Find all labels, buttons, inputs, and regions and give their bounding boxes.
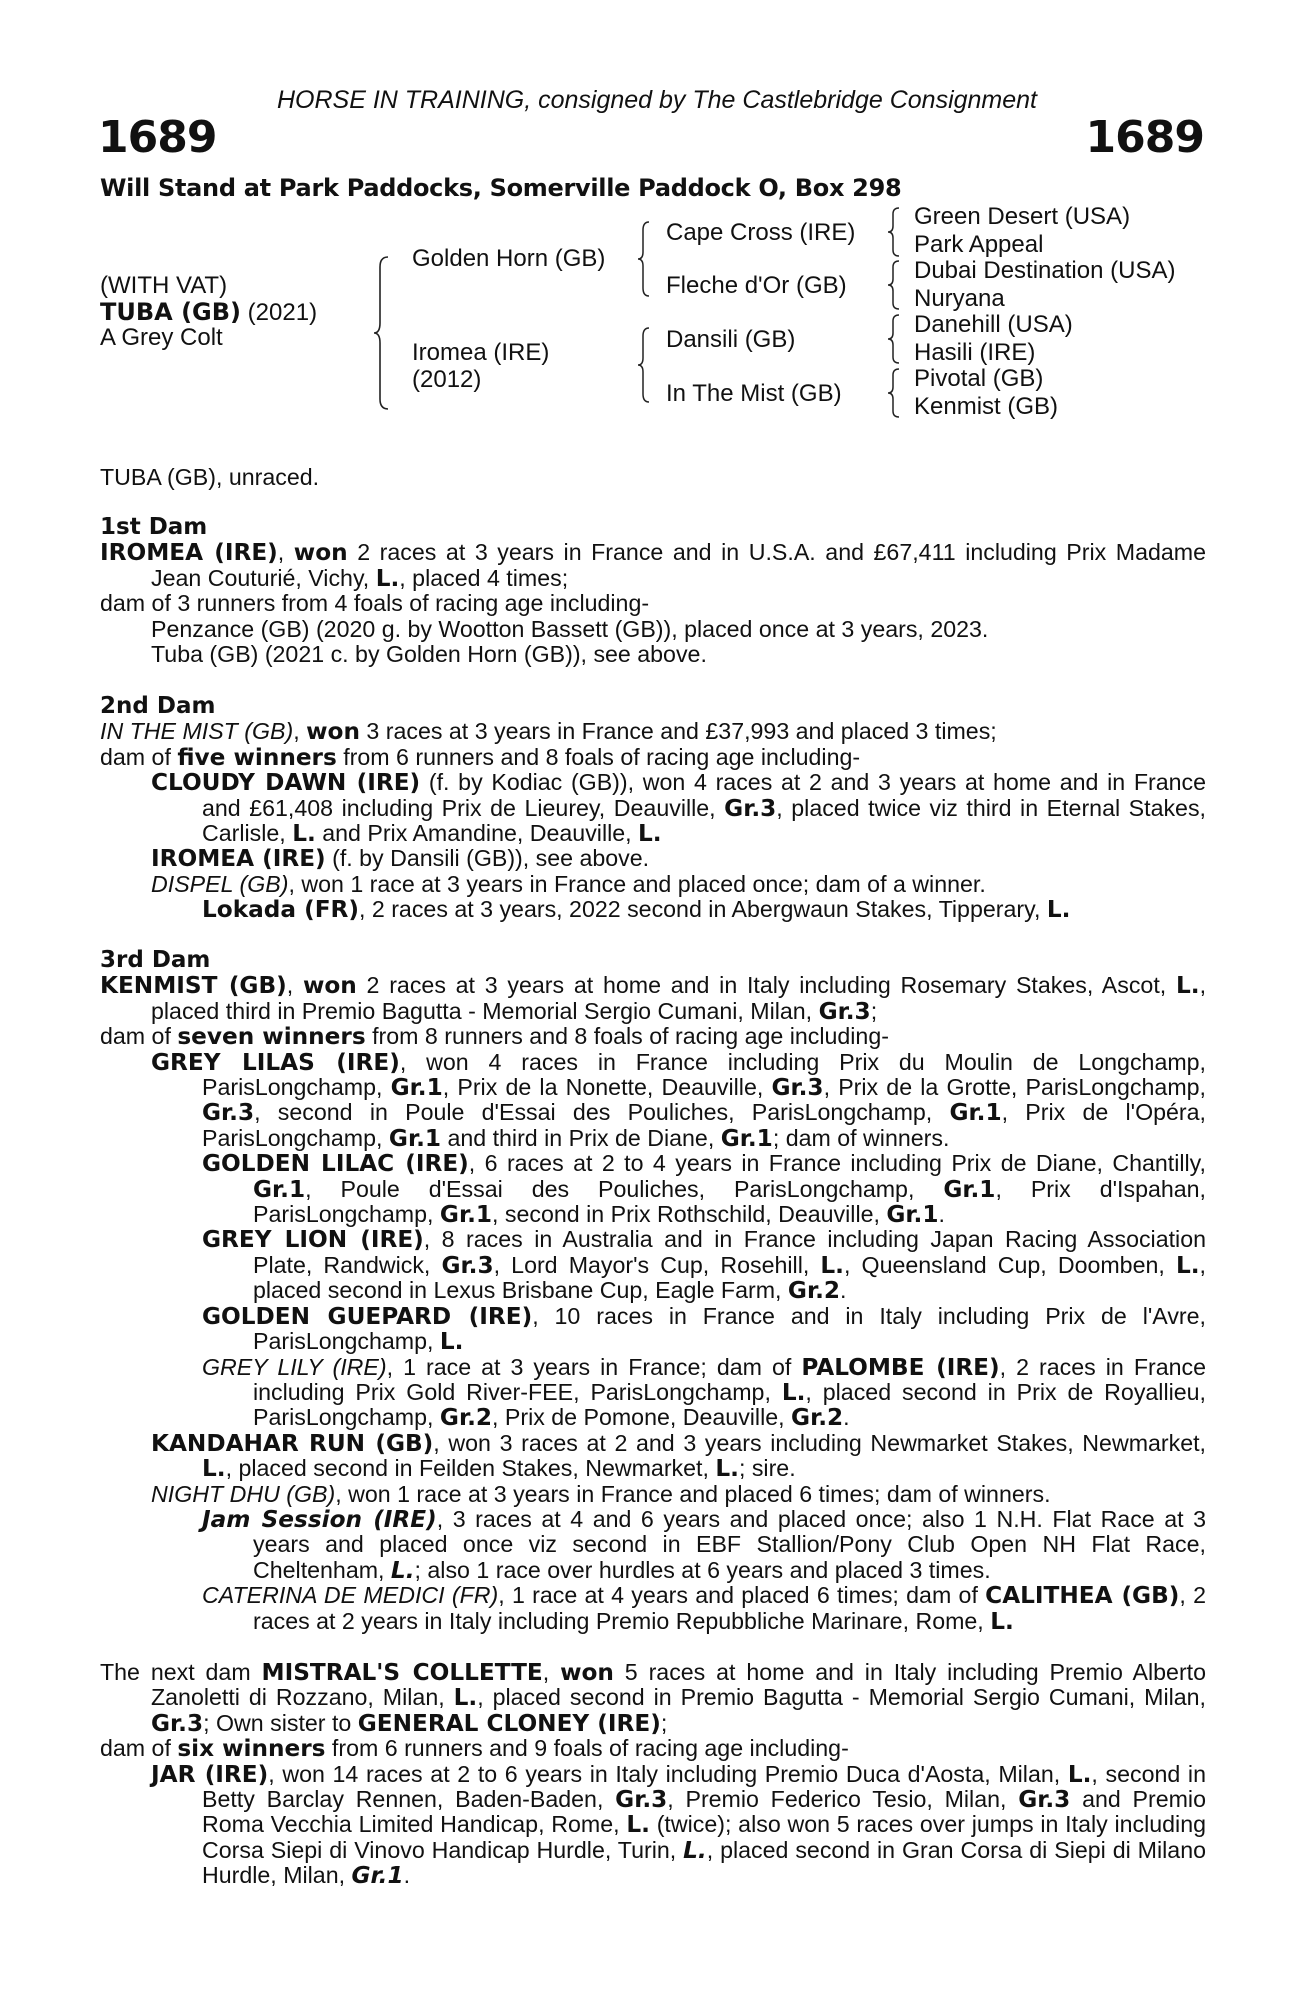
third-dam-produce-intro — [100, 1024, 1206, 1049]
third-dam-name: KENMIST (GB) — [100, 972, 287, 1000]
listed-mark: L. — [390, 1556, 415, 1584]
produce-name: NIGHT DHU (GB) — [151, 1480, 336, 1507]
group-mark: Gr.3 — [615, 1786, 668, 1814]
produce-text: , 2 races at 3 years, 2022 second in Abergwaun Stakes, Tipperary, — [358, 896, 1047, 923]
next-dam-text: , placed second in Premio Bagutta - Memorial Sergio Cumani, Milan, — [477, 1684, 1206, 1711]
sire: Golden Horn (GB) — [412, 245, 606, 272]
dam-of-suffix: from 6 runners and 9 foals of racing age including- — [325, 1735, 849, 1762]
dam-of-suffix: from 8 runners and 8 foals of racing age including- — [365, 1023, 889, 1050]
produce-text: , Prix d'Ispahan, ParisLongchamp, — [253, 1175, 1206, 1228]
produce-text: , 1 race at 4 years and placed 6 times; dam of — [498, 1582, 986, 1609]
produce-text: , placed second in Gran Corsa di Siepi di Milano Hurdle, Milan, — [202, 1836, 1206, 1889]
stand-location: Will Stand at Park Paddocks, Somerville Paddock O, Box 298 — [100, 174, 902, 202]
third-dam-text: ; — [870, 997, 878, 1024]
produce-text: , placed twice viz third in Eternal Stakes, Carlisle, — [202, 794, 1206, 847]
produce-name: KANDAHAR RUN (GB) — [151, 1429, 434, 1457]
race-summary — [100, 465, 1206, 490]
listed-mark: L. — [683, 1836, 707, 1864]
winners-count: six winners — [177, 1735, 326, 1763]
first-dam-heading: 1st Dam — [100, 514, 208, 540]
horse-name: TUBA (GB) — [100, 298, 242, 326]
produce-text: . — [938, 1201, 945, 1228]
produce-grey-lilas — [100, 1050, 1206, 1152]
produce-golden-lilac — [100, 1151, 1206, 1227]
group-mark: Gr.1 — [390, 1074, 443, 1102]
group-mark: Gr.3 — [151, 1709, 204, 1737]
group-mark: Gr.1 — [351, 1862, 404, 1890]
produce-name: DISPEL (GB) — [151, 870, 289, 897]
produce-grey-lion — [100, 1227, 1206, 1303]
produce-text: , 8 races in Australia and in France including Japan Racing Association Plate, Randwick, — [253, 1226, 1206, 1278]
produce-text: . — [840, 1277, 847, 1304]
next-dam-name: MISTRAL'S COLLETTE — [261, 1659, 543, 1686]
produce-text: , placed second in Prix de Royallieu, ParisLongchamp, — [253, 1378, 1206, 1431]
first-dam-text-end: , placed 4 times; — [399, 564, 569, 591]
group-mark: Gr.2 — [791, 1404, 844, 1432]
winners-count: five winners — [177, 743, 337, 771]
produce-text: , Lord Mayor's Cup, Rosehill, — [493, 1251, 821, 1278]
next-dam-text: ; Own sister to — [203, 1709, 358, 1736]
group-mark: Gr.1 — [720, 1124, 773, 1152]
second-dam-record — [100, 719, 1206, 744]
dam-of-prefix: dam of — [100, 1023, 178, 1050]
horse-name-line — [100, 298, 317, 327]
next-dam-section — [100, 1660, 1206, 1889]
dam-sire-dam: Hasili (IRE) — [914, 339, 1036, 366]
sire-sire-sire: Green Desert (USA) — [914, 203, 1131, 230]
pedigree-brace-dam — [636, 326, 652, 404]
first-dam-produce-intro: dam of 3 runners from 4 foals of racing age including- — [100, 590, 650, 617]
next-dam-text: 5 races at home and in Italy including Premio Alberto Zanoletti di Rozzano, Milan, — [151, 1659, 1207, 1711]
produce-text: , won 1 race at 3 years in France and placed once; dam of a winner. — [288, 870, 986, 897]
separator: , — [293, 718, 307, 745]
lot-number-right: 1689 — [1085, 112, 1204, 163]
produce-text: , Prix de l'Opéra, ParisLongchamp, — [202, 1099, 1206, 1151]
winners-count: seven winners — [177, 1023, 366, 1051]
first-dam-won: won — [293, 539, 348, 567]
produce-jar — [100, 1762, 1206, 1889]
produce-text: ; dam of winners. — [772, 1124, 950, 1151]
produce-text: , Premio Federico Tesio, Milan, — [667, 1786, 1019, 1813]
produce-text: , placed second in Feilden Stakes, Newmarket, — [225, 1455, 716, 1482]
dam-dam-sire: Pivotal (GB) — [914, 365, 1044, 392]
next-dam-won: won — [560, 1659, 614, 1686]
group-mark: Gr.1 — [439, 1201, 493, 1229]
produce-cloudy-dawn — [100, 770, 1206, 846]
group-mark: Gr.2 — [439, 1404, 493, 1432]
third-dam-record — [100, 973, 1206, 1024]
pedigree-brace-sd — [886, 259, 902, 311]
produce-text: (twice); also won 5 races over jumps in Italy including Corsa Siepi di Vinovo Handicap Hurdle, Turin, — [202, 1811, 1207, 1863]
produce-text: , Prix de Pomone, Deauville, — [492, 1404, 792, 1431]
own-sister-name: GENERAL CLONEY (IRE) — [357, 1709, 661, 1737]
produce-text: and Premio Roma Vecchia Limited Handicap, Rome, — [202, 1786, 1206, 1838]
produce-text: , 2 races in France including Prix Gold River-FEE, ParisLongchamp, — [253, 1353, 1206, 1405]
produce-text: (f. by Kodiac (GB)), won 4 races at 2 and 3 years at home and in France and £61,408 including Prix de Lieurey, Deauville, — [202, 769, 1207, 821]
first-dam-section — [100, 515, 1206, 667]
lot-number-left: 1689 — [98, 112, 217, 163]
listed-mark: L. — [1067, 1760, 1092, 1788]
dam-of-prefix: dam of — [100, 743, 178, 770]
second-dam-section — [100, 694, 1206, 923]
produce-text: , 1 race at 3 years in France; dam of — [386, 1353, 802, 1380]
second-dam-text: 3 races at 3 years in France and £37,993 and placed 3 times; — [359, 718, 997, 745]
dam-sire: Dansili (GB) — [666, 326, 796, 353]
group-mark: Gr.3 — [724, 794, 777, 822]
vat-label: (WITH VAT) — [100, 272, 228, 299]
produce-text: (f. by Dansili (GB)), see above. — [325, 845, 650, 872]
sire-dam-sire: Dubai Destination (USA) — [914, 257, 1176, 284]
sire-dam-dam: Nuryana — [914, 285, 1005, 312]
listed-mark: L. — [990, 1607, 1014, 1635]
produce-kandahar-run — [100, 1431, 1206, 1482]
produce-name: CATERINA DE MEDICI (FR) — [202, 1582, 499, 1609]
produce-name: GOLDEN GUEPARD (IRE) — [202, 1302, 533, 1330]
next-dam-text: ; — [660, 1709, 668, 1736]
dam-of-prefix: dam of — [100, 1735, 178, 1762]
dam-dam-dam: Kenmist (GB) — [914, 393, 1059, 420]
produce-text: and third in Prix de Diane, — [441, 1124, 721, 1151]
produce-text: , Queensland Cup, Doomben, — [844, 1251, 1176, 1278]
listed-mark: L. — [626, 1811, 650, 1839]
produce-name: PALOMBE (IRE) — [801, 1353, 1000, 1381]
listed-mark: L. — [1046, 896, 1071, 924]
horse-year: (2021) — [241, 299, 318, 326]
group-mark: Gr.3 — [771, 1074, 824, 1102]
produce-iromea — [100, 846, 1206, 871]
produce-text: ; sire. — [738, 1455, 796, 1482]
produce-text: . — [843, 1404, 850, 1431]
produce-text: , Prix de la Nonette, Deauville, — [442, 1074, 772, 1101]
group-mark: Gr.1 — [886, 1201, 939, 1229]
produce-jam-session — [100, 1507, 1206, 1583]
listed-mark: L. — [781, 1378, 806, 1406]
produce-lokada — [100, 897, 1206, 922]
produce-text: , second in Betty Barclay Rennen, Baden-Baden, — [202, 1760, 1206, 1813]
listed-mark: L. — [439, 1328, 464, 1356]
produce-name: CALITHEA (GB) — [985, 1582, 1180, 1610]
consignment-line: HORSE IN TRAINING, consigned by The Castlebridge Consignment — [276, 86, 1038, 114]
produce-name: GREY LILAS (IRE) — [151, 1048, 400, 1076]
group-mark: Gr.1 — [253, 1175, 306, 1203]
first-dam-text: 2 races at 3 years in France and in U.S.A. and £67,411 including Prix Madame Jean Couturié, Vichy, — [151, 539, 1206, 591]
dam-year: (2012) — [412, 366, 482, 393]
third-dam-text: 2 races at 3 years at home and in Italy including Rosemary Stakes, Ascot, — [356, 972, 1176, 999]
second-dam-name: IN THE MIST (GB) — [100, 718, 294, 745]
produce-text: , Prix de la Grotte, ParisLongchamp, — [823, 1074, 1206, 1101]
produce-text: , Poule d'Essai des Pouliches, ParisLongchamp, — [305, 1175, 944, 1202]
second-dam-produce-intro — [100, 745, 1206, 770]
listed-mark: L. — [1175, 1251, 1200, 1279]
dam-of-suffix: from 6 runners and 8 foals of racing age including- — [336, 743, 861, 770]
third-dam-text: , placed third in Premio Bagutta - Memorial Sergio Cumani, Milan, — [151, 972, 1207, 1024]
pedigree-brace-ds — [886, 313, 902, 365]
listed-mark: L. — [292, 820, 316, 848]
produce-text: and Prix Amandine, Deauville, — [315, 820, 639, 847]
produce-grey-lily — [100, 1355, 1206, 1431]
sire-sire: Cape Cross (IRE) — [666, 219, 856, 246]
second-dam-heading: 2nd Dam — [100, 693, 216, 719]
group-mark: Gr.2 — [787, 1277, 841, 1305]
group-mark: Gr.3 — [441, 1251, 494, 1279]
pedigree-brace-sire — [636, 220, 652, 298]
next-dam-record — [100, 1660, 1206, 1736]
produce-name: JAR (IRE) — [151, 1760, 269, 1788]
pedigree-brace-dd — [886, 367, 902, 419]
summary-text: TUBA (GB), unraced. — [100, 464, 320, 490]
group-mark: Gr.3 — [202, 1099, 255, 1127]
dam-sire-sire: Danehill (USA) — [914, 311, 1073, 338]
produce-text: , 2 races at 2 years in Italy including Premio Repubbliche Marinare, Rome, — [253, 1582, 1206, 1634]
listed-mark: L. — [638, 820, 662, 848]
produce-night-dhu — [100, 1482, 1206, 1507]
produce-text: , 10 races in France and in Italy including Prix de l'Avre, ParisLongchamp, — [253, 1302, 1206, 1355]
produce-name: IROMEA (IRE) — [151, 845, 326, 873]
produce-dispel — [100, 872, 1206, 897]
separator: , — [286, 972, 303, 999]
produce-golden-guepard — [100, 1304, 1206, 1355]
first-dam-name: IROMEA (IRE) — [100, 539, 278, 567]
produce-text: , won 14 races at 2 to 6 years in Italy including Premio Duca d'Aosta, Milan, — [268, 1760, 1068, 1787]
first-dam-produce-2: Tuba (GB) (2021 c. by Golden Horn (GB)), see above. — [151, 641, 707, 668]
produce-text: , won 4 races in France including Prix du Moulin de Longchamp, ParisLongchamp, — [202, 1048, 1206, 1101]
horse-description: A Grey Colt — [100, 324, 223, 351]
third-dam-won: won — [302, 972, 357, 1000]
pedigree-brace-ss — [886, 206, 902, 258]
listed-mark: L. — [715, 1455, 739, 1483]
next-dam-intro: The next dam — [100, 1659, 262, 1685]
produce-caterina-de-medici — [100, 1583, 1206, 1634]
group-mark: Gr.1 — [949, 1099, 1002, 1127]
produce-text: , won 3 races at 2 and 3 years including Newmarket Stakes, Newmarket, — [433, 1429, 1206, 1456]
produce-text: , won 1 race at 3 years in France and placed 6 times; dam of winners. — [335, 1480, 1051, 1507]
listed-mark: L. — [202, 1455, 226, 1483]
group-mark: Gr.1 — [943, 1175, 996, 1203]
produce-text: . — [403, 1862, 411, 1889]
separator: , — [542, 1659, 561, 1685]
second-dam-won: won — [306, 718, 360, 746]
dam: Iromea (IRE) — [412, 339, 550, 366]
produce-text: , placed second in Lexus Brisbane Cup, Eagle Farm, — [253, 1251, 1206, 1304]
listed-mark: L. — [453, 1684, 478, 1712]
produce-text: , second in Poule d'Essai des Pouliches, ParisLongchamp, — [254, 1099, 950, 1126]
sire-sire-dam: Park Appeal — [914, 231, 1044, 258]
produce-name: GOLDEN LILAC (IRE) — [202, 1150, 469, 1178]
listed-mark: L. — [820, 1251, 844, 1279]
produce-name: GREY LION (IRE) — [202, 1226, 424, 1254]
next-dam-produce-intro — [100, 1736, 1206, 1761]
produce-text: , 3 races at 4 and 6 years and placed once; also 1 N.H. Flat Race at 3 years and placed once viz second in EBF Stallion/Pony Club Open NH Flat Race, Cheltenham, — [253, 1505, 1207, 1583]
produce-text: , second in Prix Rothschild, Deauville, — [492, 1201, 887, 1228]
pedigree-brace-main — [372, 255, 392, 411]
first-dam-produce-1: Penzance (GB) (2020 g. by Wootton Bassett (GB)), placed once at 3 years, 2023. — [151, 615, 989, 642]
listed-mark: L. — [375, 564, 400, 592]
third-dam-section — [100, 948, 1206, 1634]
produce-name: Jam Session (IRE) — [202, 1505, 437, 1533]
produce-name: GREY LILY (IRE) — [202, 1353, 387, 1380]
produce-name: CLOUDY DAWN (IRE) — [151, 769, 421, 797]
sire-dam: Fleche d'Or (GB) — [666, 272, 847, 299]
dam-dam: In The Mist (GB) — [666, 380, 842, 407]
group-mark: Gr.1 — [388, 1124, 442, 1152]
produce-text: , 6 races at 2 to 4 years in France including Prix de Diane, Chantilly, — [468, 1150, 1206, 1177]
produce-name: Lokada (FR) — [202, 896, 359, 924]
group-mark: Gr.3 — [1018, 1786, 1071, 1814]
listed-mark: L. — [1175, 972, 1200, 1000]
produce-text: ; also 1 race over hurdles at 6 years and placed 3 times. — [414, 1556, 991, 1583]
third-dam-heading: 3rd Dam — [100, 947, 211, 973]
first-dam-record: IROMEA (IRE), won 2 races at 3 years in France and in U.S.A. and £67,411 including Prix Madame Jean Couturié, Vichy, L., placed 4 times; — [100, 539, 1206, 592]
group-mark: Gr.3 — [818, 997, 871, 1025]
